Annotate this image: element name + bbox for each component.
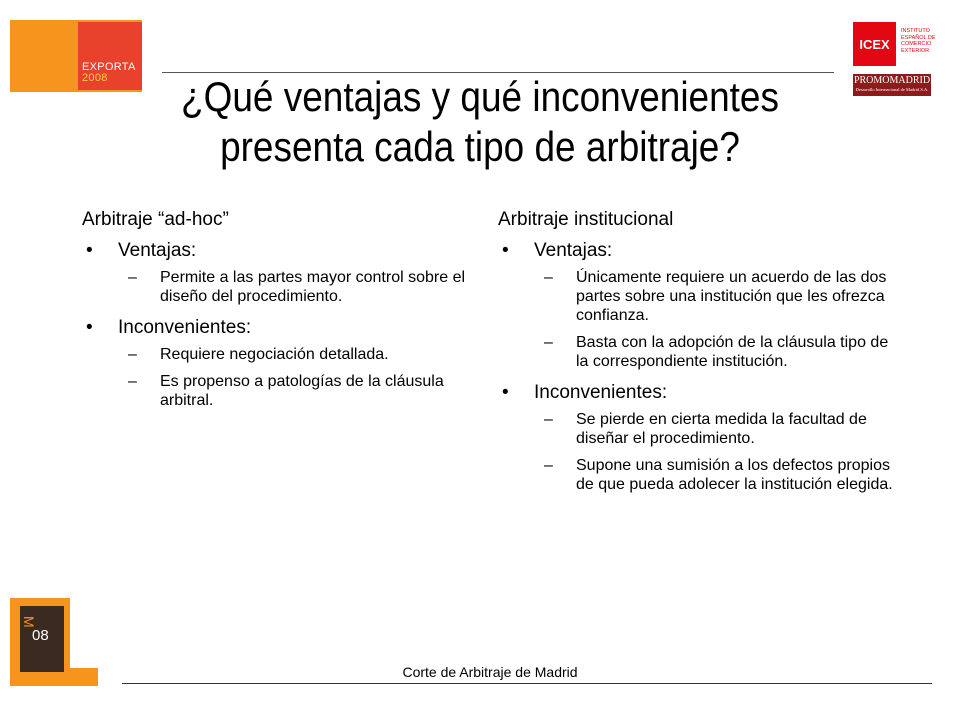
institucional-ventaja-item: – Únicamente requiere un acuerdo de las dos partes sobre una institución que les ofrezca confianza. xyxy=(498,268,898,325)
m08-logo-letter: M xyxy=(21,616,37,628)
adhoc-inconvenientes-label: • Inconvenientes: xyxy=(82,316,472,339)
slide-title-line2: presenta cada tipo de arbitraje? xyxy=(220,123,740,170)
exporta-logo-line1: EXPORTA xyxy=(82,61,136,73)
promomadrid-logo-subtitle: Desarrollo Internacional de Madrid S.A. xyxy=(855,87,929,92)
exporta-logo-line2: 2008 xyxy=(82,72,108,84)
adhoc-ventaja-item: – Permite a las partes mayor control sobre el diseño del procedimiento. xyxy=(82,268,472,306)
exporta-logo-text xyxy=(82,62,136,84)
adhoc-ventajas-label: • Ventajas: xyxy=(82,239,472,262)
adhoc-column xyxy=(82,208,472,420)
slide-title-line1: ¿Qué ventajas y qué inconvenientes xyxy=(181,73,779,120)
institucional-inconveniente-item: – Se pierde en cierta medida la facultad de diseñar el procedimiento. xyxy=(498,410,898,448)
promomadrid-logo-name: PROMOMADRID xyxy=(853,75,931,86)
adhoc-inconveniente-item: – Requiere negociación detallada. xyxy=(82,345,472,364)
adhoc-inconveniente-item: – Es propenso a patologías de la cláusula arbitral. xyxy=(82,372,472,410)
footer-divider xyxy=(122,683,932,684)
institucional-inconveniente-item: – Supone una sumisión a los defectos propios de que pueda adolecer la institución elegida. xyxy=(498,456,898,494)
m08-logo xyxy=(10,598,98,686)
institucional-ventajas-label: • Ventajas: xyxy=(498,239,898,262)
icex-logo: ICEX xyxy=(853,22,896,66)
institucional-inconvenientes-label: • Inconvenientes: xyxy=(498,381,898,404)
institucional-heading: Arbitraje institucional xyxy=(498,209,674,230)
promomadrid-logo xyxy=(853,74,931,96)
adhoc-heading: Arbitraje “ad-hoc” xyxy=(82,209,229,230)
footer-text: Corte de Arbitraje de Madrid xyxy=(402,664,578,680)
adhoc-inconvenientes-list xyxy=(82,345,472,410)
exporta-2008-logo xyxy=(10,20,142,92)
icex-logo-subtitle: INSTITUTO ESPAÑOL DE COMERCIO EXTERIOR xyxy=(901,28,936,54)
institucional-ventajas-list xyxy=(498,268,898,371)
institucional-column xyxy=(498,208,898,504)
institucional-ventaja-item: – Basta con la adopción de la cláusula tipo de la correspondiente institución. xyxy=(498,333,898,371)
m08-logo-number: 08 xyxy=(32,627,49,644)
adhoc-ventajas-list xyxy=(82,268,472,306)
institucional-inconvenientes-list xyxy=(498,410,898,494)
slide-title xyxy=(137,72,823,172)
